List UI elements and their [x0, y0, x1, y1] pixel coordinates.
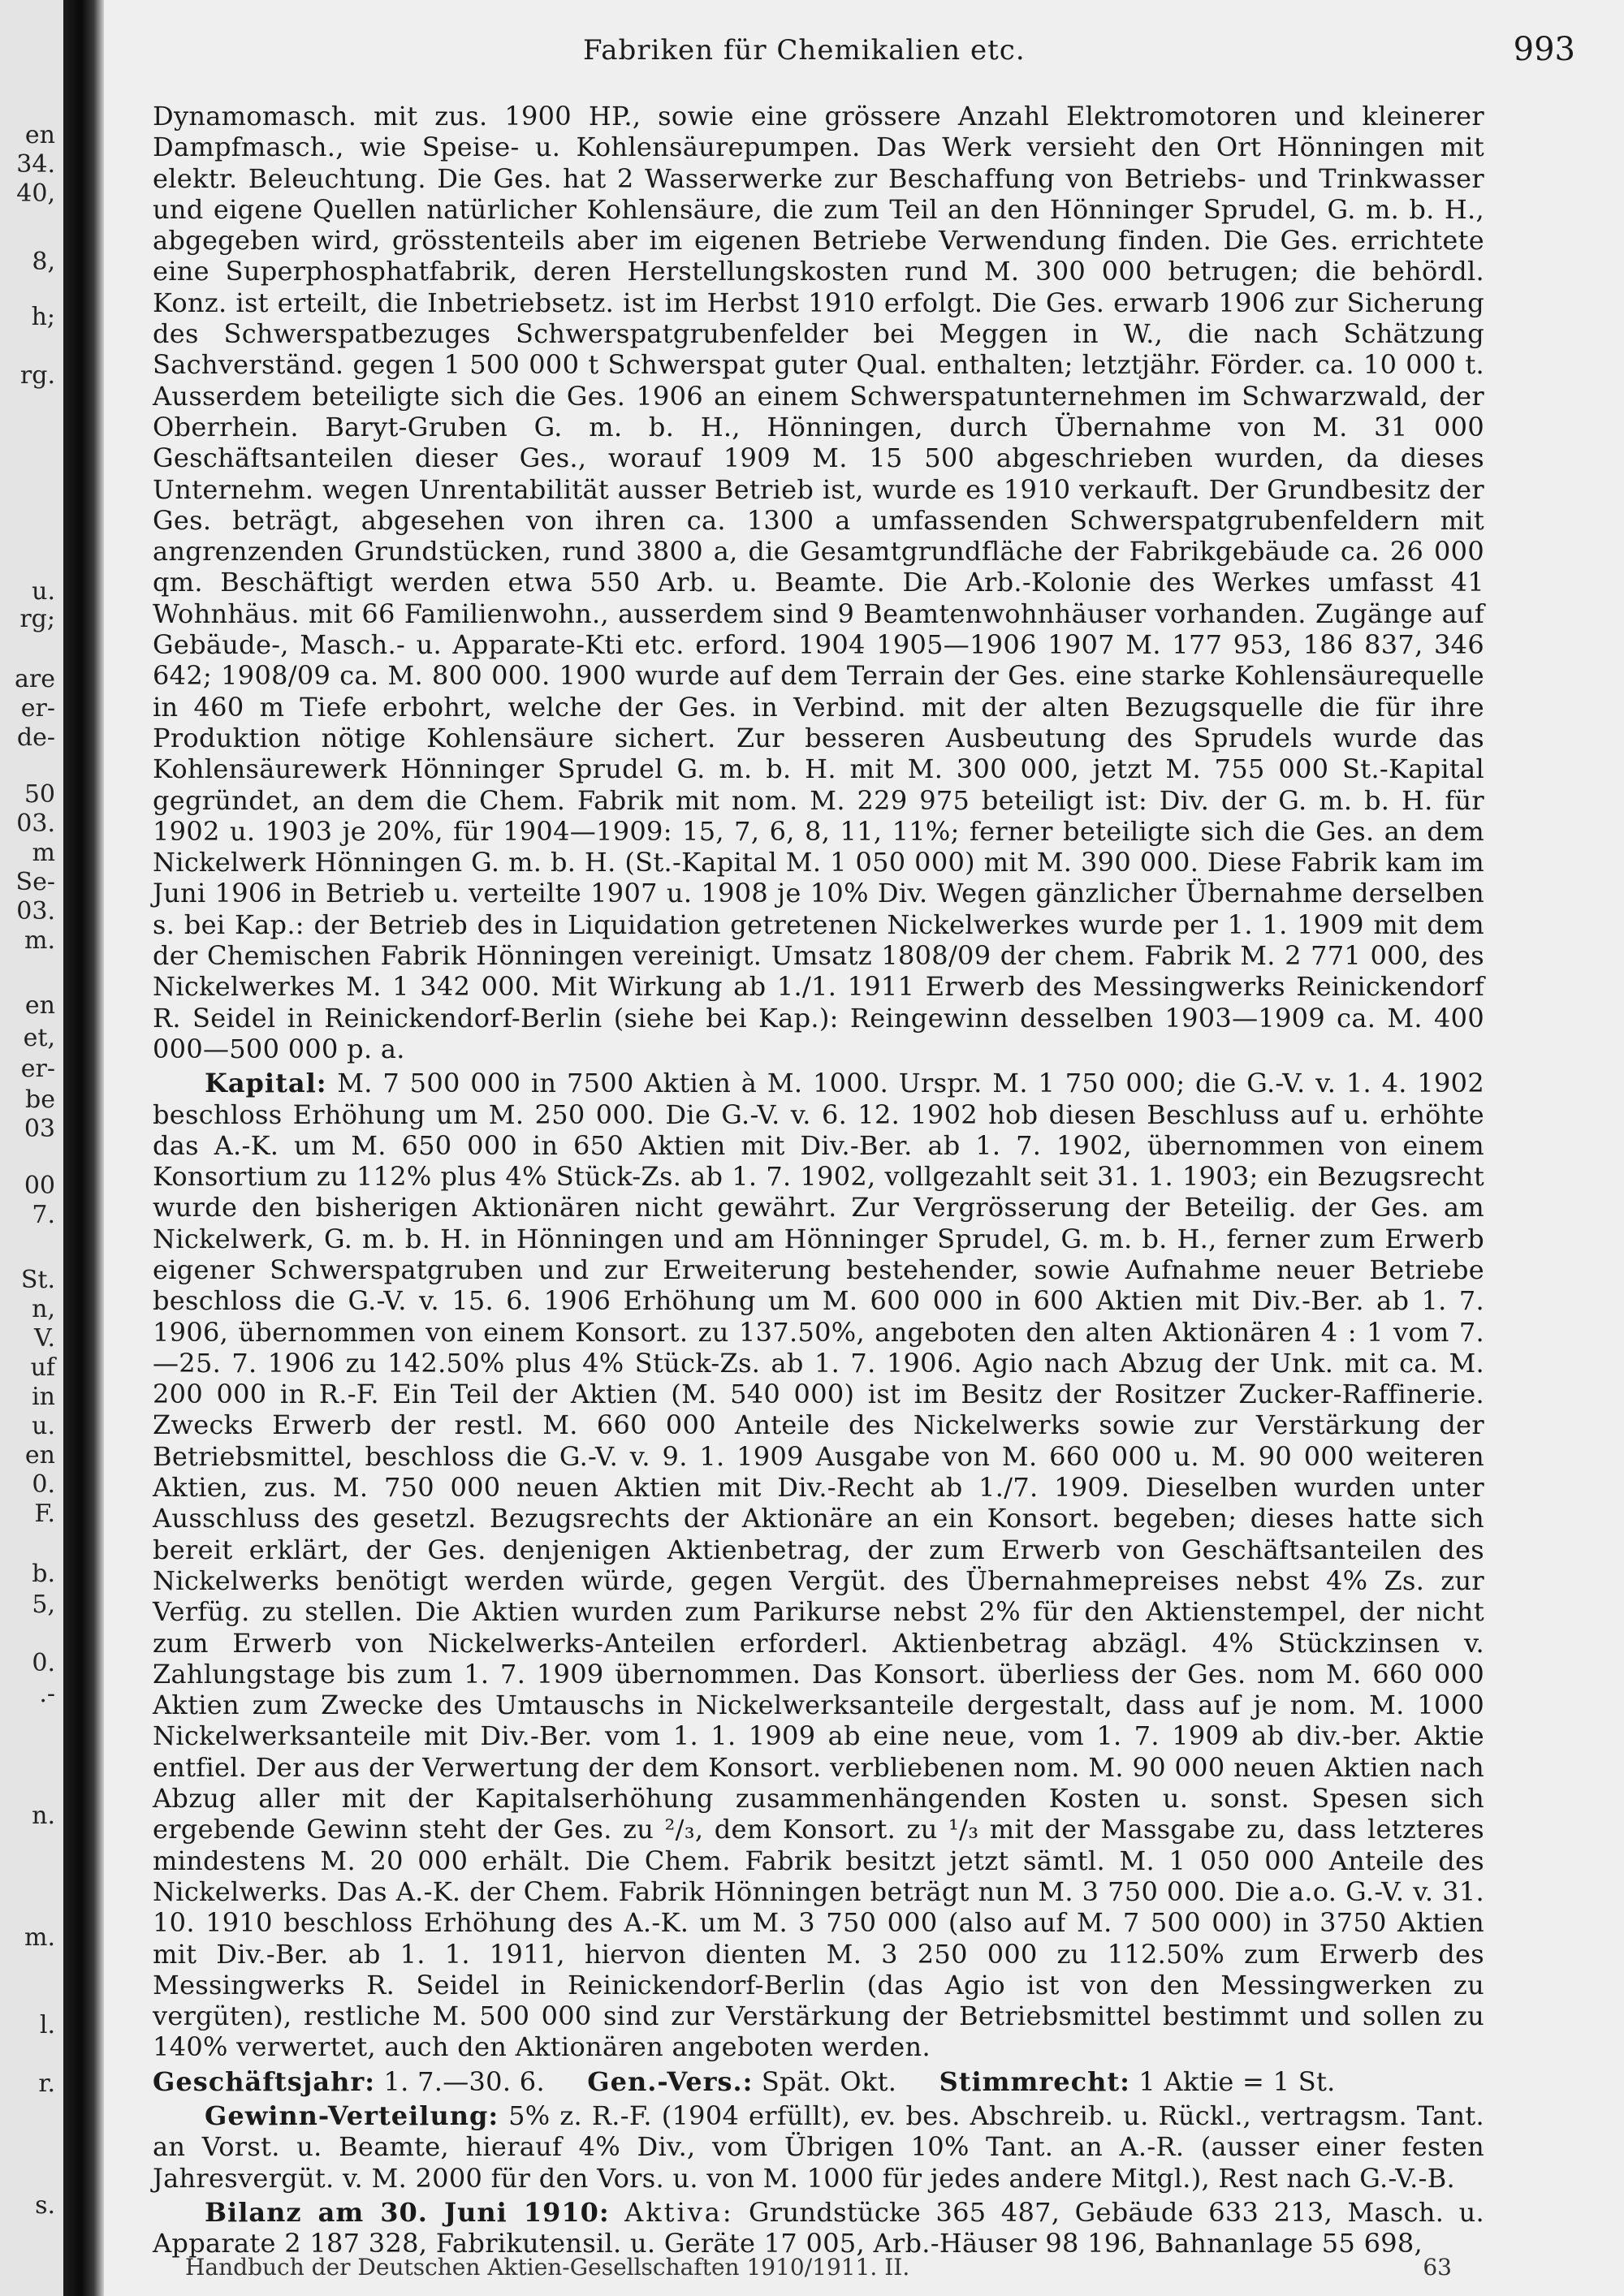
prev-page-fragment: u. [32, 577, 55, 606]
prev-page-fragment: 0. [32, 1470, 55, 1499]
prev-page-fragment: F. [34, 1500, 55, 1528]
fiscal-info-line [153, 2066, 1484, 2097]
gewinn-verteilung-label: Gewinn-Verteilung: [205, 2100, 499, 2131]
gewinn-verteilung-text: 5% z. R.-F. (1904 erfüllt), ev. bes. Abschreib. u. Rückl., vertragsm. Tant. an Vorst. u. Beamte, hierauf 4% Div., vom Übrigen 10% Tant. an A.-R. (ausser einer festen Jahresvergüt. v. M. 2000 für den Vors. u. von M. 1000 für jedes andere Mitgl.), Rest nach G.-V.-B. [153, 2100, 1484, 2194]
bilanz-text: Grundstücke 365 487, Gebäude 633 213, Masch. u. Apparate 2 187 328, Fabrikutensil. u. Geräte 17 005, Arb.-Häuser 98 196, Bahnanlage 55 698, [153, 2196, 1484, 2259]
genvers-value: Spät. Okt. [761, 2065, 897, 2097]
kapital-text: M. 7 500 000 in 7500 Aktien à M. 1000. Urspr. M. 1 750 000; die G.-V. v. 1. 4. 1902 beschloss Erhöhung um M. 250 000. Die G.-V. v. 6. 12. 1902 hob diesen Beschluss auf u. erhöhte das A.-K. um M. 650 000 in 650 Aktien mit Div.-Ber. ab 1. 7. 1902, übernommen von einem Konsortium zu 112% plus 4% Stück-Zs. ab 1. 7. 1902, vollgezahlt seit 31. 1. 1903; ein Bezugsrecht wurde den bisherigen Aktionären nicht gewährt. Zur Vergrösserung der Beteilig. der Ges. am Nickelwerk, G. m. b. H. in Hönningen und am Hönninger Sprudel, G. m. b. H., ferner zum Erwerb eigener Schwerspatgruben und zur Erweiterung bestehender, sowie Aufnahme neuer Betriebe beschloss die G.-V. v. 15. 6. 1906 Erhöhung um M. 600 000 in 600 Aktien mit Div.-Ber. ab 1. 7. 1906, übernommen von einem Konsort. zu 137.50%, angeboten den alten Aktionären 4 : 1 vom 7.—25. 7. 1906 zu 142.50% plus 4% Stück-Zs. ab 1. 7. 1906. Agio nach Abzug der Unk. mit ca. M. 200 000 in R.-F. Ein Teil der Aktien (M. 540 000) ist im Besitz der Rositzer Zucker-Raffinerie. Zwecks Erwerb der restl. M. 660 000 Anteile des Nickelwerks sowie zur Verstärkung der Betriebsmittel, beschloss die G.-V. v. 9. 1. 1909 Ausgabe von M. 660 000 u. M. 90 000 weiteren Aktien, zus. M. 750 000 neuen Aktien mit Div.-Recht ab 1./7. 1909. Dieselben wurden unter Ausschluss des gesetzl. Bezugsrechts der Aktionäre an ein Konsort. begeben; dieses hatte sich bereit erklärt, der Ges. denjenigen Aktienbetrag, der zum Erwerb von Geschäftsanteilen des Nickelwerks benötigt werden würde, gegen Vergüt. des Übernahmepreises nebst 4% Zs. zur Verfüg. zu stellen. Die Aktien wurden zum Parikurse nebst 2% für den Aktienstempel, der nicht zum Erwerb von Nickelwerks-Anteilen erforderl. Aktienbetrag abzägl. 4% Stückzinsen v. Zahlungstage bis zum 1. 7. 1909 übernommen. Das Konsort. überliess der Ges. nom M. 660 000 Aktien zum Zwecke des Umtauschs in Nickelwerksanteile dergestalt, dass auf je nom. M. 1000 Nickelwerksanteile mit Div.-Ber. vom 1. 1. 1909 ab eine neue, vom 1. 7. 1909 ab div.-ber. Aktie entfiel. Der aus der Verwertung der dem Konsort. verbliebenen nom. M. 90 000 neuen Aktien nach Abzug aller mit der Kapitalserhöhung zusammenhängenden Kosten u. sonst. Spesen sich ergebende Gewinn steht der Ges. zu ²/₃, dem Konsort. zu ¹/₃ mit der Massgabe zu, dass letzteres mindestens M. 20 000 erhält. Die Chem. Fabrik besitzt jetzt sämtl. M. 1 050 000 Anteile des Nickelwerks. Das A.-K. der Chem. Fabrik Hönningen beträgt nun M. 3 750 000. Die a.o. G.-V. v. 31. 10. 1910 beschloss Erhöhung des A.-K. um M. 3 750 000 (also auf M. 7 500 000) in 3750 Aktien mit Div.-Ber. ab 1. 1. 1911, hiervon dienten M. 3 250 000 zu 112.50% zum Erwerb des Messingwerks R. Seidel in Reinickendorf-Berlin (das Agio ist von den Messingwerken zu vergüten), restliche M. 500 000 sind zur Verstärkung der Betriebsmittel bestimmt und sollen zu 140% verwertet, auch den Aktionären angeboten werden. [153, 1068, 1484, 2063]
prev-page-fragment: 03 [24, 1115, 55, 1143]
prev-page-fragment: m [32, 839, 55, 867]
running-title: Fabriken für Chemikalien etc. [583, 34, 1026, 67]
footer-signature: 63 [1423, 2254, 1452, 2281]
prev-page-fragment: are [15, 665, 55, 693]
prev-page-fragment: u. [32, 1412, 55, 1440]
prev-page-fragment: m. [24, 1923, 55, 1952]
prev-page-fragment: er- [20, 694, 55, 723]
previous-page-margin [0, 0, 63, 2296]
prev-page-fragment: 34. [16, 150, 55, 179]
geschaeftsjahr-value: 1. 7.—30. 6. [383, 2065, 545, 2097]
prev-page-fragment: .- [39, 1680, 55, 1708]
geschaeftsjahr-label: Geschäftsjahr: [153, 2065, 375, 2097]
prev-page-fragment: h; [31, 303, 55, 331]
prev-page-fragment: l. [39, 2011, 55, 2039]
bilanz-label: Bilanz am 30. Juni 1910: [205, 2196, 610, 2228]
prev-page-fragment: 0. [32, 1649, 55, 1677]
prev-page-fragment: in [32, 1383, 55, 1411]
prev-page-fragment: rg. [19, 361, 55, 390]
prev-page-fragment: en [24, 991, 55, 1020]
prev-page-fragment: St. [20, 1266, 55, 1294]
page-footer [185, 2254, 1452, 2281]
prev-page-fragment: r. [38, 2069, 55, 2098]
prev-page-fragment: er- [20, 1055, 55, 1083]
prev-page-fragment: n. [32, 1802, 55, 1830]
prev-page-fragment: 8, [32, 248, 55, 276]
prev-page-fragment: rg; [19, 605, 55, 633]
prev-page-fragment: Se- [15, 868, 55, 896]
prev-page-fragment: 50 [24, 780, 55, 809]
prev-page-fragment: 7. [32, 1201, 55, 1229]
kapital-paragraph [153, 1068, 1484, 2063]
prev-page-fragment: 40, [16, 179, 55, 208]
prev-page-fragment: en [24, 121, 55, 149]
prev-page-fragment: be [25, 1085, 55, 1114]
prev-page-fragment: uf [30, 1353, 55, 1382]
book-binding-gutter [63, 0, 104, 2296]
footer-source: Handbuch der Deutschen Aktien-Gesellschaften 1910/1911. II. [185, 2254, 910, 2281]
prev-page-fragment: 5, [32, 1590, 55, 1619]
gewinn-verteilung-paragraph [153, 2100, 1484, 2194]
prev-page-fragment: m. [24, 926, 55, 955]
prev-page-fragment: et, [23, 1024, 55, 1052]
kapital-label: Kapital: [205, 1068, 327, 1099]
running-header [104, 31, 1624, 75]
page-number: 993 [1513, 31, 1575, 68]
page-body [153, 101, 1484, 2259]
bilanz-aktiva-label: Aktiva: [624, 2196, 734, 2228]
prev-page-fragment: s. [35, 2191, 55, 2220]
prev-page-fragment: en [24, 1441, 55, 1470]
stimmrecht-label: Stimmrecht: [939, 2065, 1130, 2097]
prev-page-fragment: 03. [16, 809, 55, 838]
prev-page-fragment: n, [32, 1295, 55, 1323]
stimmrecht-value: 1 Aktie = 1 St. [1138, 2065, 1336, 2097]
prev-page-fragment: 03. [16, 897, 55, 926]
prev-page-fragment: 00 [24, 1172, 55, 1200]
bilanz-paragraph [153, 2197, 1484, 2259]
prev-page-fragment: V. [34, 1324, 55, 1353]
prev-page-fragment: de- [16, 723, 55, 752]
book-page [104, 0, 1624, 2296]
prev-page-fragment: b. [32, 1560, 55, 1588]
company-description-paragraph: Dynamomasch. mit zus. 1900 HP., sowie eine grössere Anzahl Elektromotoren und kleinerer Dampfmasch., wie Speise- u. Kohlensäurepumpen. Das Werk versieht den Ort Hönningen mit elektr. Beleuchtung. Die Ges. hat 2 Wasserwerke zur Beschaffung von Betriebs- und Trinkwasser und eigene Quellen natürlicher Kohlensäure, die zum Teil an den Hönninger Sprudel, G. m. b. H., abgegeben wird, grösstenteils aber im eigenen Betriebe Verwendung finden. Die Ges. errichtete eine Superphosphatfabrik, deren Herstellungskosten rund M. 300 000 betrugen; die behördl. Konz. ist erteilt, die Inbetriebsetz. ist im Herbst 1910 erfolgt. Die Ges. erwarb 1906 zur Sicherung des Schwerspatbezuges Schwerspatgrubenfelder bei Meggen in W., die nach Schätzung Sachverständ. gegen 1 500 000 t Schwerspat guter Qual. enthalten; letztjähr. Förder. ca. 10 000 t. Ausserdem beteiligte sich die Ges. 1906 an einem Schwerspatunternehmen im Schwarzwald, der Oberrhein. Baryt-Gruben G. m. b. H., Hönningen, durch Übernahme von M. 31 000 Geschäftsanteilen dieser Ges., worauf 1909 M. 15 500 abgeschrieben wurden, da dieses Unternehm. wegen Unrentabilität ausser Betrieb ist, wurde es 1910 verkauft. Der Grundbesitz der Ges. beträgt, abgesehen von ihren ca. 1300 a umfassenden Schwerspatgrubenfeldern mit angrenzenden Grundstücken, rund 3800 a, die Gesamtgrundfläche der Fabrikgebäude ca. 26 000 qm. Beschäftigt werden etwa 550 Arb. u. Beamte. Die Arb.-Kolonie des Werkes umfasst 41 Wohnhäus. mit 66 Familienwohn., ausserdem sind 9 Beamtenwohnhäuser vorhanden. Zugänge auf Gebäude-, Masch.- u. Apparate-Kti etc. erford. 1904 1905—1906 1907 M. 177 953, 186 837, 346 642; 1908/09 ca. M. 800 000. 1900 wurde auf dem Terrain der Ges. eine starke Kohlensäurequelle in 460 m Tiefe erbohrt, welche der Ges. in Verbind. mit der alten Bezugsquelle die für ihre Produktion nötige Kohlensäure sichert. Zur besseren Ausbeutung des Sprudels wurde das Kohlensäurewerk Hönninger Sprudel G. m. b. H. mit M. 300 000, jetzt M. 755 000 St.-Kapital gegründet, an dem die Chem. Fabrik mit nom. M. 229 975 beteiligt ist: Div. der G. m. b. H. für 1902 u. 1903 je 20%, für 1904—1909: 15, 7, 6, 8, 11, 11%; ferner beteiligte sich die Ges. an dem Nickelwerk Hönningen G. m. b. H. (St.-Kapital M. 1 050 000) mit M. 390 000. Diese Fabrik kam im Juni 1906 in Betrieb u. verteilte 1907 u. 1908 je 10% Div. Wegen gänzlicher Übernahme derselben s. bei Kap.: der Betrieb des in Liquidation getretenen Nickelwerkes wurde per 1. 1. 1909 mit dem der Chemischen Fabrik Hönningen vereinigt. Umsatz 1808/09 der chem. Fabrik M. 2 771 000, des Nickelwerkes M. 1 342 000. Mit Wirkung ab 1./1. 1911 Erwerb des Messingwerks Reinickendorf R. Seidel in Reinickendorf-Berlin (siehe bei Kap.): Reingewinn desselben 1903—1909 ca. M. 400 000—500 000 p. a. [153, 101, 1484, 1064]
genvers-label: Gen.-Vers.: [587, 2065, 754, 2097]
